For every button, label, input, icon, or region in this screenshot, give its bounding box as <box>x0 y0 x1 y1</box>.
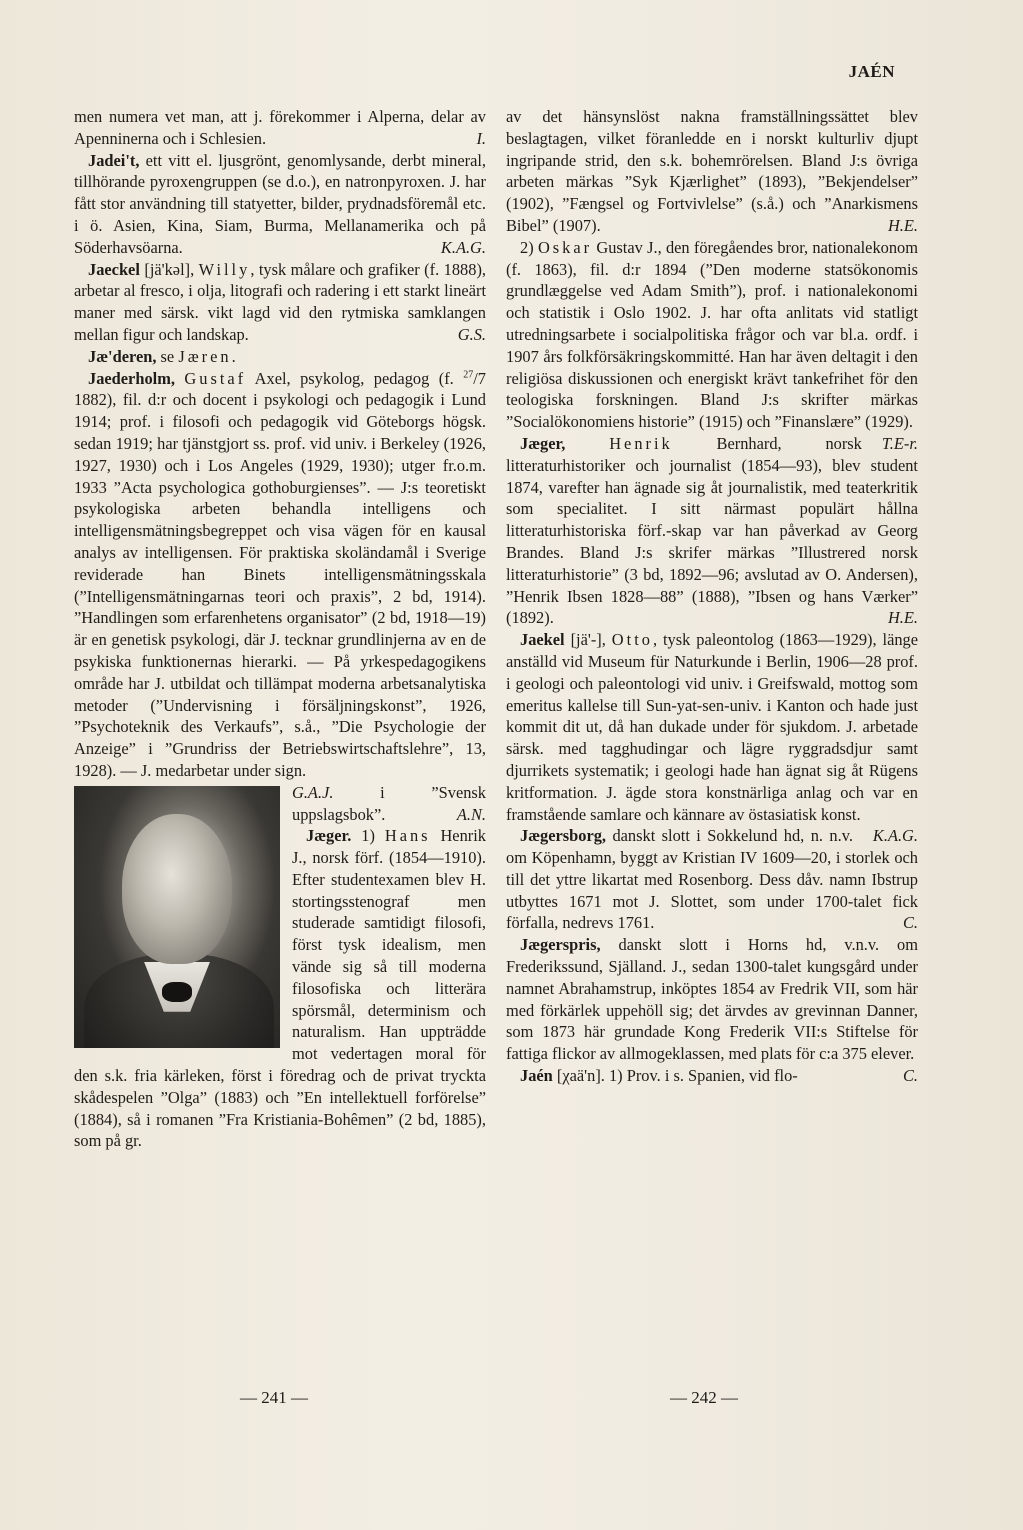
entry-jaederholm: Jaederholm, Gustaf Axel, psykolog, pedagog (f. $^{27}$/7 1882), fil. d:r och docent i psykologi och pedagogik i Lund 1914; prof. i filosofi och pedagogik vid Göteborgs högsk. sedan 1919; har tjänstgjort ss. prof. vid univ. i Berkeley (1926, 1927, 1930) och i Los Angeles (1929, 1930); utger fr.o.m. 1933 ”Acta psychologica gothoburgienses”. — J:s teoretiskt psykologiska arbeten behandla intelligens och intelligensmätningsbegreppet och visa vägen för en kausal analys av intelligensen. För praktiska skoländamål i Sverige reviderade han Binets intelligensmätningsskala (”Intelligensmätningarnas teori och praxis”, 2 bd, 1914). ”Handlingen som erfarenhetens organisator” (2 bd, 1918—19) är en genetisk psykologi, där J. tecknar grundlinjerna av en de psykiska funktionernas hierarki. — På yrkespedagogikens område har J. utbildat och tillämpat moderna arbetsanalytiska metoder (”Undervisning i försäljningskonst”, 1926, ”Psychoteknik des Verkaufs”, s.å., ”Die Psychologie der Anzeige” i ”Grundriss der Betriebswirtschaftslehre”, 13, 1928). — J. medarbetar under sign. <box>74 368 486 780</box>
signature: A.N. <box>456 804 486 824</box>
page-number-left: — 241 — <box>240 1388 308 1407</box>
signature: G.S. <box>457 324 486 344</box>
signature: C. <box>902 913 918 933</box>
headword: Jæger. <box>306 826 352 846</box>
headword: Jæ'deren, <box>88 346 157 366</box>
running-head: JAÉN <box>848 62 895 81</box>
entry-jaederholm-body: G.A.J. i ”Svensk uppslagsbok”. A.N. <box>292 782 486 824</box>
signature: I. <box>476 128 486 148</box>
entry-jadeit: Jadei't, ett vitt el. ljusgrönt, genomlysande, derbt mineral, tillhörande pyroxengruppen (se d.o.), en natronpyroxen. J. har fått stor användning till statyetter, bilder, prydnadsföremål etc. i ö. Asien, Kina, Siam, Burma, Mellanamerika och på Söderhavsöarna. K.A.G. <box>74 150 486 257</box>
headword: Jæger, <box>520 433 566 453</box>
entry-jaeger-hans: Jæger. 1) Hans Henrik J., norsk förf. (1854—1910). Efter studentexamen blev H. stortingsstenograf men studerade samtidigt filosofi, först tysk idealism, men vände sig så till moderna filosofiska och litterära spörsmål, determinism och naturalism. Han uppträdde mot vedertagen moral för den s.k. fria kärleken, först i föredrag och de privat tryckta skådespelen ”Olga” (1883) och ”En intellektuell forförelse” (1884), så i romanen ”Fra Kristiania-Bohêmen” (2 bd, 1885), som på gr. <box>74 826 486 1151</box>
headword: Jægersborg, <box>520 826 607 846</box>
entry-jaekel-otto: Jaekel [jä'-], Otto, tysk paleontolog (1863—1929), länge anställd vid Museum für Naturkunde i Berlin, 1906—28 prof. i geologi och paleontologi vid univ. i Greifswald, mottog som emeritus kallelse till Sun-yat-sen-univ. i Kanton och hade just kommit dit ut, då han dukade under för sjukdom. J. arbetade särsk. med tagghudingar och lägre ryggradsdjur samt djurrikets systematik; i geologi hade han ägnat sig åt Rügens kritformation. J. ägde stora konstnärliga anlag och var en framstående samlare och kännare av östasiatisk konst. K.A.G. <box>506 630 919 846</box>
portrait-photo <box>74 786 280 1048</box>
signature: H.E. <box>887 215 918 235</box>
left-column <box>74 106 486 1152</box>
headword: Jaeckel <box>88 259 140 279</box>
signature: K.A.G. <box>872 826 918 846</box>
entry-jaen: Jaén [χaä'n]. 1) Prov. i s. Spanien, vid flo- <box>520 1066 798 1086</box>
headword: Jaén <box>520 1066 553 1086</box>
signature: T.E-r. <box>881 433 918 453</box>
entry-continuation: av det hänsynslöst nakna framställningssättet blev beslagtagen, vilket föranledde en i norskt kulturliv djupt ingripande strid, den s.k. bohemrörelsen. Bland J:s övriga arbeten märkas ”Syk Kjærlighet” (1893), ”Bekjendelser” (1902), ”Fængsel og Fortvivlelse” (s.å.) och ”Anarkismens Bibel” (1907). H.E. <box>506 107 918 235</box>
entry-jaederen: Jæ'deren, se Jæren. <box>88 346 236 366</box>
entry-continuation: men numera vet man, att j. förekommer i Alperna, delar av Apenninerna och i Schlesien. I. <box>74 107 486 148</box>
headword: Jaederholm, <box>88 368 175 388</box>
right-column <box>506 106 918 1087</box>
headword: Jaekel <box>520 630 565 650</box>
entry-jaegersborg: Jægersborg, danskt slott i Sokkelund hd, n. n.v. om Köpenhamn, byggt av Kristian IV 1609—20, i storlek och till det yttre likartat med Rosenborg. Dess dåv. namn Ibstrup utbyttes 1671 mot J. Slottet, som under 1700-talet fick förfalla, nedrevs 1761. C. <box>506 826 918 933</box>
headword: Jægerspris, <box>520 935 601 955</box>
entry-jaeger-oskar: 2) Oskar Gustav J., den föregåendes bror, nationalekonom (f. 1863), fil. d:r 1894 (”Den moderne statsökonomis grundlæggelse ved Adam Smith”), prof. i nationalekonomi och statistik i Oslo 1902. J. har ofta anlitats vid statligt utredningsarbete i socialpolitiska frågor och var bl.a. ordf. i 1907 års folkförsäkringskommitté. Han har även deltagit i den religiösa diskussionen och energiskt krävt tankefrihet för den teologiska forskningen. Bland J:s skrifter märkas ”Socialökonomiens historie” (1915) och ”Finanslære” (1929). T.E-r. <box>506 237 918 453</box>
signature: H.E. <box>887 608 918 628</box>
entry-jaeckel-willy: Jaeckel [jä'kəl], Willy, tysk målare och grafiker (f. 1888), arbetar al fresco, i olja, litografi och radering i ett starkt lineärt maner med särsk. vikt lagd vid den rytmiska samklangen mellan figur och landskap. G.S. <box>74 259 486 344</box>
portrait-bowtie <box>162 982 192 1002</box>
entry-jaeger-henrik: Jæger, Henrik Bernhard, norsk litteraturhistoriker och journalist (1854—93), blev student 1874, varefter han ägnade sig åt journalistik, med teaterkritik som specialitet. I sitt närmast populärt hållna litteraturhistoriska förf.-skap var han påverkad av Georg Brandes. Bland J:s skrifer märkas ”Illustrered norsk litteraturhistorie” (3 bd, 1892—96; avslutad av O. Andersen), ”Henrik Ibsen 1828—88” (1888), ”Ibsen og hans Værker” (1892). H.E. <box>506 433 918 628</box>
headword: Jadei't, <box>88 150 140 170</box>
page-number-right: — 242 — <box>670 1388 738 1407</box>
signature: C. <box>902 1066 918 1086</box>
portrait-head <box>122 814 232 964</box>
entry-jaegerspris: Jægerspris, danskt slott i Horns hd, v.n.v. om Frederikssund, Själland. J., sedan 1300-talet kungsgård under namnet Abrahamstrup, inköptes 1854 av Fredrik VII, som här med förkärlek uppehöll sig; det ärvdes av grevinnan Danner, som 1873 här grundade Kong Frederik VII:s Stiftelse för fattiga flickor av allmogeklassen, med plats för c:a 375 elever. C. <box>506 935 918 1086</box>
signature: K.A.G. <box>440 237 486 257</box>
